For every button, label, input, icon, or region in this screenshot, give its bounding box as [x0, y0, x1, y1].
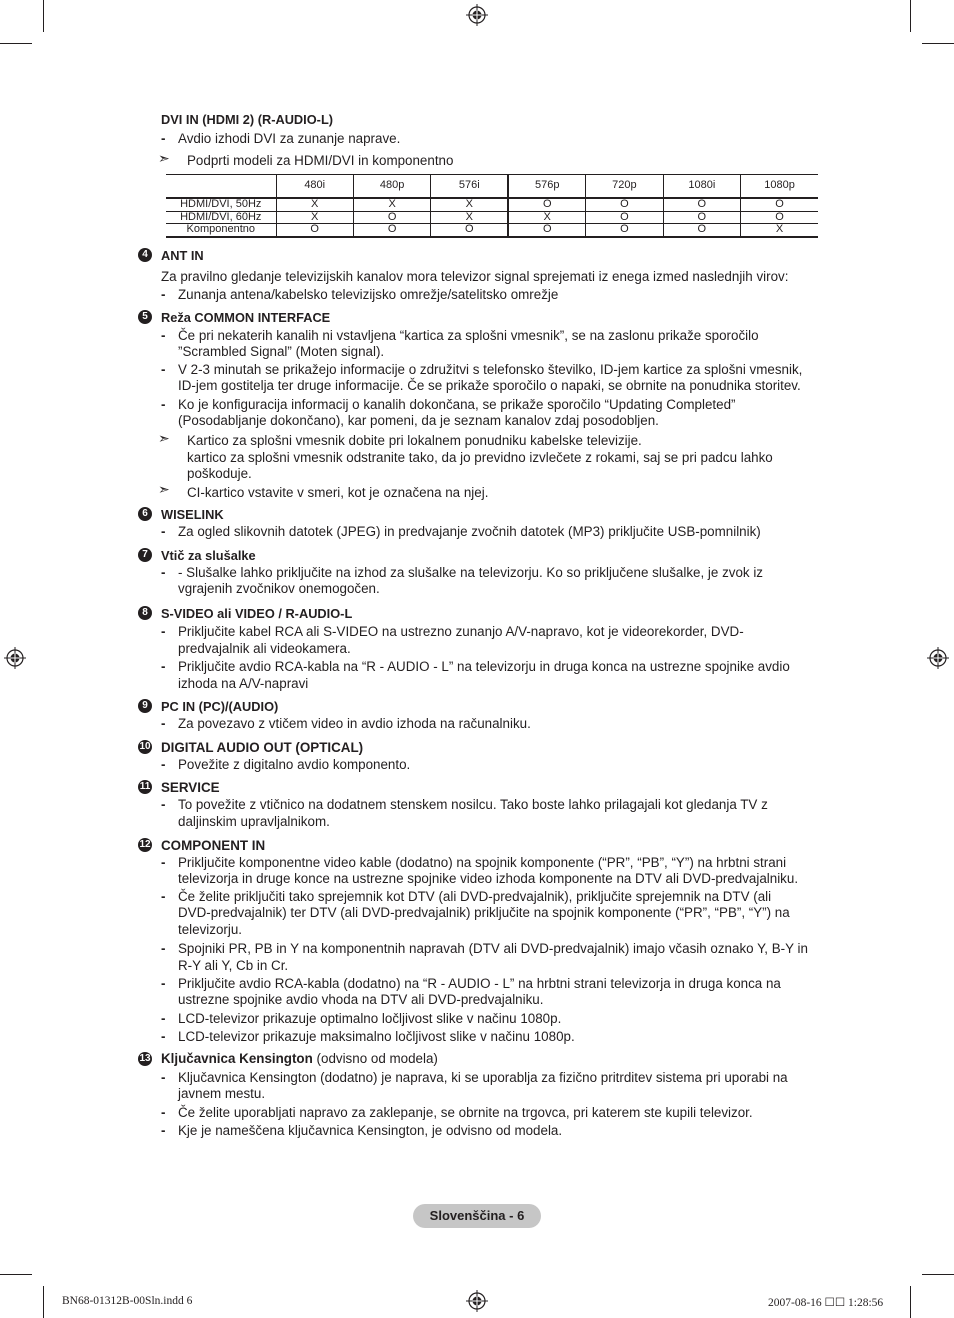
- section-number-badge: 7: [138, 548, 152, 562]
- table-cell: X: [741, 224, 818, 237]
- list-item: daljinskim upravljalnikom.: [178, 814, 330, 829]
- crop-mark: [910, 0, 911, 32]
- list-item: Priključite avdio RCA-kabla (dodatno) na “R - AUDIO - L” na hrbtni strani televizorja in druga konca na: [178, 976, 781, 991]
- list-item: Ko je konfiguracija informacij o kanalih dokončana, se prikaže sporočilo “Updating Completed”: [178, 397, 736, 412]
- table-cell: O: [353, 224, 430, 237]
- table-row: [166, 198, 818, 211]
- bullet-dash: -: [161, 797, 166, 812]
- registration-mark-icon: [466, 4, 488, 26]
- table-cell: O: [663, 224, 740, 237]
- list-item: Kje je nameščena ključavnica Kensington, je odvisno od modela.: [178, 1123, 563, 1138]
- list-item: Za povezavo z vtičem video in avdio izhoda na računalniku.: [178, 716, 531, 731]
- section-heading: Reža COMMON INTERFACE: [161, 310, 331, 325]
- table-cell: O: [741, 198, 818, 211]
- list-item: (Posodabljanje dokončano), kar pomeni, da je seznam kanalov zdaj posodobljen.: [178, 413, 659, 428]
- list-item: javnem mestu.: [178, 1086, 266, 1101]
- section-heading-title: Ključavnica Kensington: [161, 1051, 313, 1066]
- file-slug: BN68-01312B-00Sln.indd 6: [62, 1295, 193, 1307]
- table-cell: HDMI/DVI, 60Hz: [166, 211, 276, 224]
- bullet-dash: -: [161, 1070, 166, 1085]
- list-item: ”Scrambled Signal” (Moten signal).: [178, 344, 385, 359]
- resolution-table: [166, 174, 818, 238]
- bullet-dash: -: [161, 889, 166, 904]
- section-number-badge: 5: [138, 310, 152, 324]
- table-cell: O: [508, 198, 585, 211]
- crop-mark: [922, 1274, 954, 1275]
- note-text: CI-kartico vstavite v smeri, kot je označena na njej.: [187, 485, 489, 500]
- list-item: LCD-televizor prikazuje maksimalno ločljivost slike v načinu 1080p.: [178, 1029, 575, 1044]
- list-item: televizorja in druge konce na ustrezne spojnike video izhoda komponente na DTV ali DVD-predvajalniku.: [178, 871, 799, 886]
- table-cell: O: [586, 211, 663, 224]
- section-number-badge: 4: [138, 248, 152, 262]
- table-header-cell: 1080p: [741, 175, 818, 199]
- registration-mark-icon: [4, 647, 26, 669]
- bullet-dash: -: [161, 397, 166, 412]
- bullet-dash: -: [161, 524, 166, 539]
- list-item: Spojniki PR, PB in Y na komponentnih napravah (DTV ali DVD-predvajalnik) imajo včasih oznako Y, B-Y in: [178, 941, 808, 956]
- crop-mark: [43, 0, 44, 32]
- bullet-dash: -: [161, 624, 166, 639]
- section-heading: SERVICE: [161, 780, 220, 795]
- list-item: ID-jem gostitelja ter druge informacije. Če se prikaže sporočilo o napaki, se obrnite na ponudnika storitev.: [178, 378, 801, 393]
- section-number-badge: 11: [139, 781, 151, 792]
- section-number-badge: 12: [139, 839, 151, 850]
- list-item: R-Y ali Y, Cb in Cr.: [178, 958, 289, 973]
- arrow-note-icon: ➣: [158, 150, 170, 166]
- section-number-badge: 6: [138, 507, 152, 521]
- crop-mark: [910, 1286, 911, 1318]
- table-row: [166, 224, 818, 237]
- section-number-badge: 9: [138, 699, 152, 713]
- bullet-dash: -: [161, 565, 166, 580]
- bullet-dash: -: [161, 328, 166, 343]
- date-slug: 2007-08-16 ☐☐ 1:28:56: [768, 1297, 884, 1309]
- list-item: V 2-3 minutah se prikažejo informacije o združitvi s telefonsko številko, ID-jem kartice za splošni vmesnik,: [178, 362, 803, 377]
- note-text: kartico za splošni vmesnik odstranite tako, da jo previdno izvlečete z rokami, saj se pri padcu lahko: [187, 450, 773, 465]
- dvi-item: Avdio izhodi DVI za zunanje naprave.: [178, 131, 401, 146]
- list-item: Ključavnica Kensington (dodatno) je naprava, ki se uporablja za fizično pritrditev sistema pri uporabi na: [178, 1070, 788, 1085]
- list-item: Za ogled slikovnih datotek (JPEG) in predvajanje zvočnih datotek (MP3) priključite USB-pomnilnik): [178, 524, 761, 539]
- crop-mark: [922, 43, 954, 44]
- list-item: televizorju.: [178, 922, 243, 937]
- table-cell: O: [508, 224, 585, 237]
- table-cell: O: [663, 198, 740, 211]
- table-cell: X: [276, 198, 353, 211]
- table-header-cell: 480p: [353, 175, 430, 199]
- bullet-dash: -: [161, 855, 166, 870]
- list-item: Če želite priključiti tako sprejemnik kot DTV (ali DVD-predvajalnik), priključite sprejemnik na DTV (ali: [178, 889, 772, 904]
- table-cell: O: [276, 224, 353, 237]
- crop-mark: [43, 1286, 44, 1318]
- bullet-dash: -: [161, 131, 166, 146]
- crop-mark: [0, 1274, 32, 1275]
- table-row: [166, 211, 818, 224]
- section-heading: S-VIDEO ali VIDEO / R-AUDIO-L: [161, 606, 353, 621]
- bullet-dash: -: [161, 1123, 166, 1138]
- list-item: Zunanja antena/kabelsko televizijsko omrežje/satelitsko omrežje: [178, 287, 559, 302]
- bullet-dash: -: [161, 1105, 166, 1120]
- table-cell: O: [586, 198, 663, 211]
- table-cell: X: [431, 211, 508, 224]
- table-cell: O: [586, 224, 663, 237]
- section-number-badge: 10: [139, 741, 151, 752]
- section-heading: WISELINK: [161, 507, 224, 522]
- list-item: DVD-predvajalnik) ter DTV (ali DVD-predvajalnik) priključite na spojnik komponente (“PR”, “PB”, “Y”) na: [178, 905, 790, 920]
- bullet-dash: -: [161, 757, 166, 772]
- note-text: Kartico za splošni vmesnik dobite pri lokalnem ponudniku kabelske televizije.: [187, 433, 642, 448]
- table-cell: Komponentno: [166, 224, 276, 237]
- section-heading: DIGITAL AUDIO OUT (OPTICAL): [161, 740, 364, 755]
- list-item: To povežite z vtičnico na dodatnem stenskem nosilcu. Tako boste lahko prilagajali kot gledanja TV z: [178, 797, 768, 812]
- table-header-cell: 1080i: [663, 175, 740, 199]
- list-item: Priključite komponentne video kable (dodatno) na spojnik komponente (“PR”, “PB”, “Y”) na hrbtni strani: [178, 855, 787, 870]
- table-cell: HDMI/DVI, 50Hz: [166, 198, 276, 211]
- registration-mark-icon: [927, 647, 949, 669]
- bullet-dash: -: [161, 1011, 166, 1026]
- table-cell: O: [353, 211, 430, 224]
- arrow-note-icon: ➣: [158, 430, 170, 446]
- section-heading: Vtič za slušalke: [161, 548, 256, 563]
- bullet-dash: -: [161, 941, 166, 956]
- list-item: vgrajenih zvočnikov onemogočen.: [178, 581, 380, 596]
- section-number-badge: 13: [139, 1053, 151, 1064]
- list-item: - Slušalke lahko priključite na izhod za slušalke na televizorju. Ko so priključene slušalke, je zvok iz: [178, 565, 764, 580]
- dvi-note: Podprti modeli za HDMI/DVI in komponentno: [187, 153, 454, 168]
- table-header-cell: [166, 175, 276, 199]
- dvi-heading: DVI IN (HDMI 2) (R-AUDIO-L): [161, 112, 334, 127]
- registration-mark-icon: [466, 1290, 488, 1312]
- table-header-row: [166, 175, 818, 199]
- list-item: LCD-televizor prikazuje optimalno ločljivost slike v načinu 1080p.: [178, 1011, 562, 1026]
- section-heading: PC IN (PC)/(AUDIO): [161, 699, 279, 714]
- list-item: predvajalnik ali videokamera.: [178, 641, 351, 656]
- table-cell: X: [508, 211, 585, 224]
- table-cell: X: [276, 211, 353, 224]
- note-text: poškoduje.: [187, 466, 252, 481]
- bullet-dash: -: [161, 1029, 166, 1044]
- list-item: ustrezne spojnike avdio vhoda na DTV ali DVD-predvajalniku.: [178, 992, 544, 1007]
- list-item: Priključite avdio RCA-kabla na “R - AUDIO - L” na televizorju in druga konca na ustrezne spojnike avdio: [178, 659, 790, 674]
- paragraph: Za pravilno gledanje televizijskih kanalov mora televizor signal sprejemati iz enega izmed naslednjih virov:: [161, 269, 789, 284]
- bullet-dash: -: [161, 716, 166, 731]
- bullet-dash: -: [161, 976, 166, 991]
- table-header-cell: 720p: [586, 175, 663, 199]
- section-heading: COMPONENT IN: [161, 838, 266, 853]
- table-cell: O: [741, 211, 818, 224]
- section-heading-suffix: (odvisno od modela): [316, 1051, 438, 1066]
- page-number-badge: Slovenščina - 6: [413, 1204, 541, 1228]
- list-item: Če želite uporabljati napravo za zaklepanje, se obrnite na trgovca, pri katerem ste kupili televizor.: [178, 1105, 753, 1120]
- table-cell: O: [663, 211, 740, 224]
- table-cell: X: [353, 198, 430, 211]
- section-number-badge: 8: [138, 606, 152, 620]
- table-cell: O: [431, 224, 508, 237]
- section-heading: ANT IN: [161, 248, 204, 263]
- arrow-note-icon: ➣: [158, 481, 170, 497]
- bullet-dash: -: [161, 362, 166, 377]
- list-item: izhoda na A/V-napravi: [178, 676, 309, 691]
- list-item: Priključite kabel RCA ali S-VIDEO na ustrezno zunanjo A/V-napravo, kot je videorekorder, DVD-: [178, 624, 744, 639]
- list-item: Če pri nekaterih kanalih ni vstavljena “kartica za splošni vmesnik”, se na zaslonu prikaže sporočilo: [178, 328, 759, 343]
- table-cell: X: [431, 198, 508, 211]
- bullet-dash: -: [161, 287, 166, 302]
- section-heading: [161, 1051, 438, 1066]
- bullet-dash: -: [161, 659, 166, 674]
- list-item: Povežite z digitalno avdio komponento.: [178, 757, 411, 772]
- table-header-cell: 576p: [508, 175, 585, 199]
- crop-mark: [0, 43, 32, 44]
- table-header-cell: 576i: [431, 175, 508, 199]
- table-header-cell: 480i: [276, 175, 353, 199]
